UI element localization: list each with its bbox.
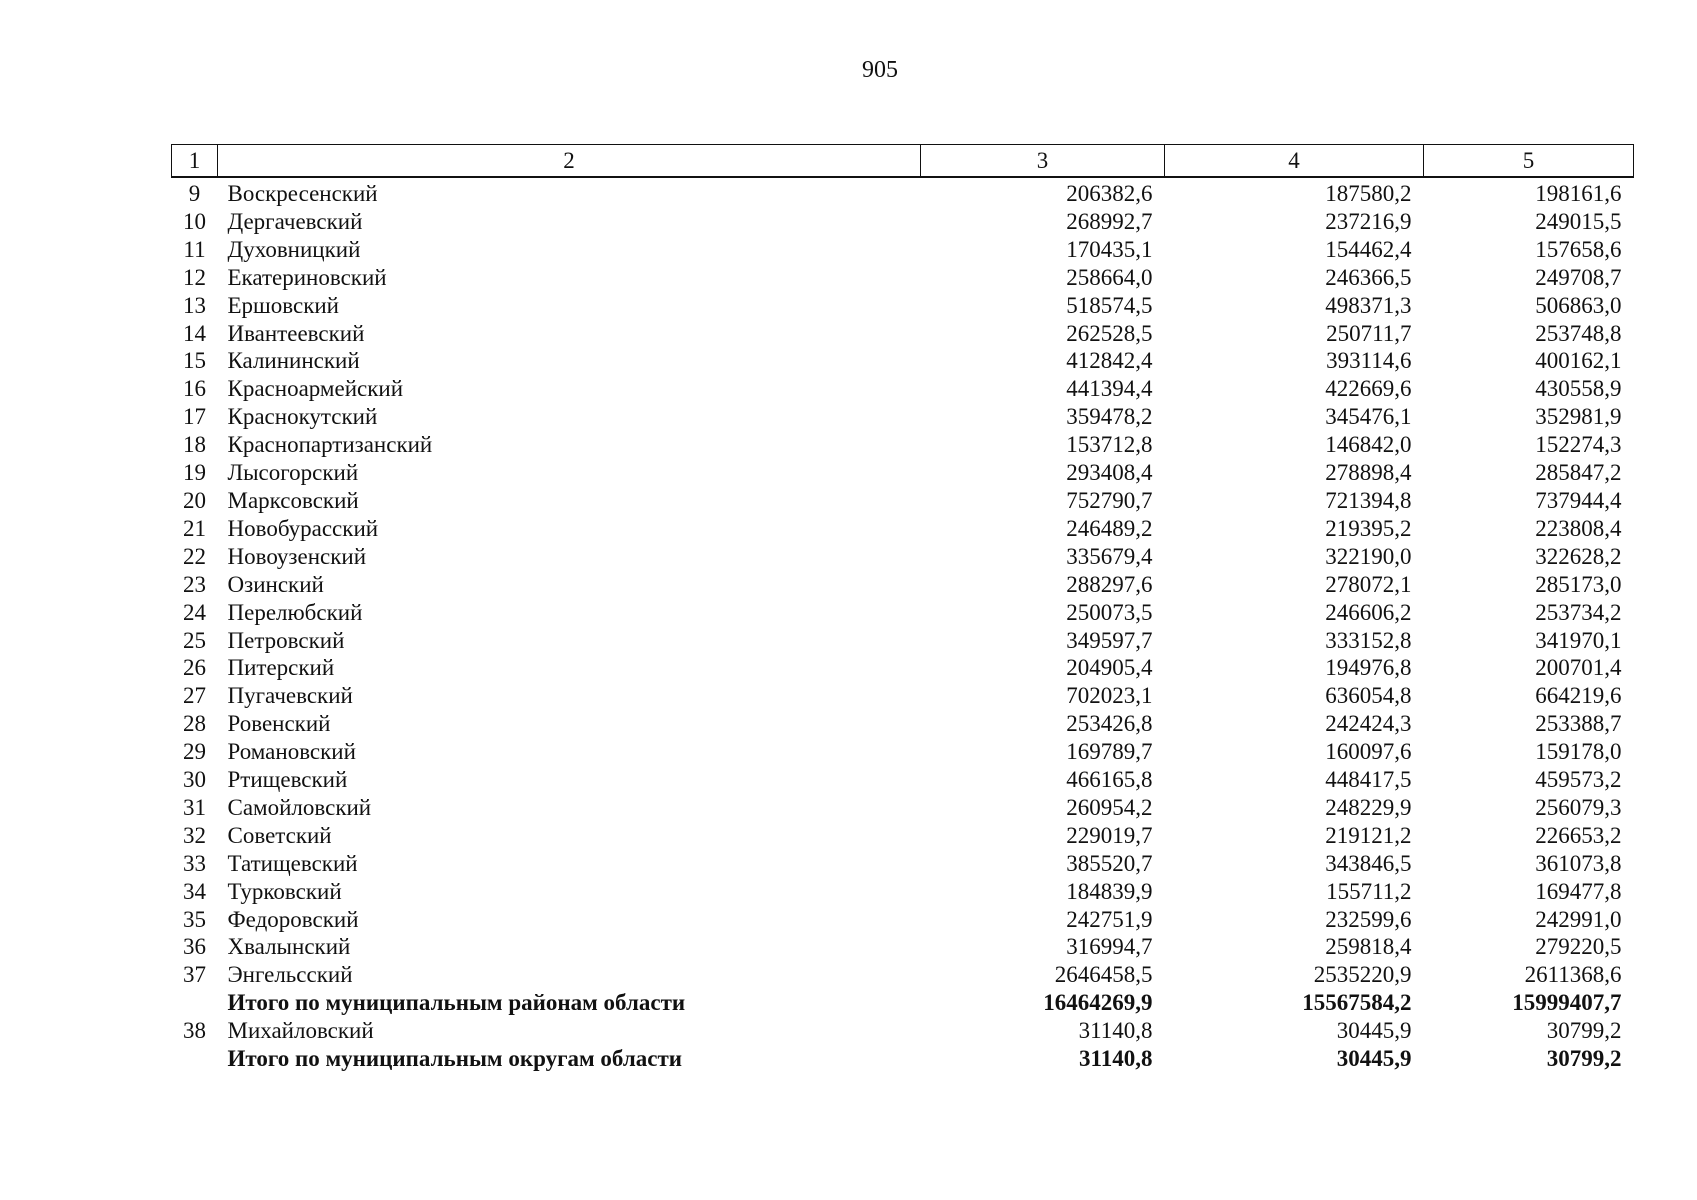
value-col-3: 441394,4 (1066, 376, 1153, 402)
value-col-5: 322628,2 (1535, 543, 1622, 569)
value-col-3: 169789,7 (1066, 739, 1153, 765)
value-col-5: 253748,8 (1535, 320, 1622, 346)
total-row (172, 989, 1634, 1017)
value-col-5: 30799,2 (1546, 1046, 1622, 1072)
table-row (172, 236, 1634, 264)
table-row (172, 431, 1634, 459)
district-name: Новоузенский (227, 543, 367, 569)
value-col-5: 198161,6 (1535, 181, 1622, 206)
row-number: 13 (183, 292, 206, 318)
row-number: 27 (183, 683, 206, 709)
row-number: 12 (183, 264, 206, 290)
district-name: Итого по муниципальным районам области (227, 990, 686, 1016)
value-col-3: 246489,2 (1066, 515, 1153, 541)
value-col-3: 31140,8 (1078, 1018, 1153, 1044)
table-row (172, 599, 1634, 627)
district-name: Самойловский (227, 794, 372, 820)
table-row (172, 933, 1634, 961)
value-col-3: 518574,5 (1066, 292, 1153, 318)
value-col-5: 2611368,6 (1524, 962, 1622, 988)
value-col-3: 293408,4 (1066, 460, 1153, 486)
district-name: Озинский (227, 571, 324, 597)
row-number: 22 (183, 543, 206, 569)
value-col-4: 250711,7 (1326, 320, 1412, 346)
value-col-3: 268992,7 (1066, 208, 1153, 234)
header-col-2: 2 (218, 145, 921, 178)
district-name: Романовский (227, 739, 356, 765)
row-number: 31 (183, 794, 206, 820)
value-col-5: 506863,0 (1535, 292, 1622, 318)
value-col-5: 157658,6 (1535, 236, 1622, 262)
value-col-4: 498371,3 (1325, 292, 1412, 318)
row-number: 20 (183, 487, 206, 513)
value-col-4: 2535220,9 (1313, 962, 1412, 988)
district-name: Дергачевский (227, 208, 363, 234)
header-col-5: 5 (1424, 145, 1634, 178)
table-row (172, 375, 1634, 403)
value-col-5: 361073,8 (1535, 850, 1622, 876)
value-col-3: 335679,4 (1066, 543, 1153, 569)
district-name: Ровенский (227, 711, 331, 737)
value-col-5: 279220,5 (1535, 934, 1622, 960)
table-row (172, 1017, 1634, 1045)
value-col-5: 30799,2 (1546, 1018, 1622, 1044)
value-col-3: 262528,5 (1066, 320, 1153, 346)
value-col-5: 400162,1 (1535, 348, 1622, 374)
row-number: 29 (183, 739, 206, 765)
table-row (172, 710, 1634, 738)
district-name: Турковский (227, 878, 342, 904)
value-col-4: 259818,4 (1325, 934, 1412, 960)
value-col-4: 333152,8 (1325, 627, 1412, 653)
value-col-3: 260954,2 (1066, 794, 1153, 820)
row-number: 19 (183, 460, 206, 486)
table-row (172, 571, 1634, 599)
row-number: 21 (183, 515, 206, 541)
value-col-3: 412842,4 (1066, 348, 1153, 374)
header-col-1: 1 (172, 145, 218, 178)
district-name: Пугачевский (227, 683, 353, 709)
value-col-4: 15567584,2 (1302, 990, 1412, 1016)
district-name: Духовницкий (227, 236, 361, 262)
row-number: 35 (183, 906, 206, 932)
table-row (172, 878, 1634, 906)
table-row (172, 822, 1634, 850)
value-col-3: 288297,6 (1066, 571, 1153, 597)
table-row (172, 738, 1634, 766)
value-col-3: 31140,8 (1079, 1046, 1153, 1072)
row-number (172, 1045, 218, 1073)
budget-table (171, 144, 1634, 1073)
value-col-5: 664219,6 (1535, 683, 1622, 709)
row-number: 11 (183, 236, 206, 262)
value-col-3: 153712,8 (1066, 432, 1153, 458)
table-row (172, 654, 1634, 682)
row-number: 32 (183, 822, 206, 848)
page-number: 905 (862, 57, 898, 83)
value-col-5: 226653,2 (1535, 822, 1622, 848)
value-col-3: 242751,9 (1066, 906, 1153, 932)
row-number: 38 (183, 1018, 206, 1044)
value-col-3: 229019,7 (1066, 822, 1153, 848)
value-col-4: 154462,4 (1325, 236, 1412, 262)
row-number: 24 (183, 599, 206, 625)
value-col-3: 385520,7 (1066, 850, 1153, 876)
table-body (172, 177, 1634, 1073)
row-number: 26 (183, 655, 206, 681)
table-row (172, 264, 1634, 292)
value-col-4: 194976,8 (1325, 655, 1412, 681)
table-row (172, 459, 1634, 487)
value-col-3: 316994,7 (1066, 934, 1153, 960)
row-number: 36 (183, 934, 206, 960)
row-number: 14 (183, 320, 206, 346)
row-number: 15 (183, 348, 206, 374)
district-name: Советский (227, 822, 332, 848)
value-col-4: 345476,1 (1325, 404, 1412, 430)
value-col-4: 237216,9 (1325, 208, 1412, 234)
value-col-5: 223808,4 (1535, 515, 1622, 541)
value-col-3: 170435,1 (1066, 236, 1153, 262)
table-row (172, 906, 1634, 934)
value-col-4: 278898,4 (1325, 460, 1412, 486)
value-col-4: 721394,8 (1325, 487, 1412, 513)
row-number: 28 (183, 711, 206, 737)
row-number: 33 (183, 850, 206, 876)
district-name: Ершовский (227, 292, 339, 318)
value-col-4: 219395,2 (1325, 515, 1412, 541)
value-col-3: 258664,0 (1066, 264, 1153, 290)
value-col-5: 200701,4 (1535, 655, 1622, 681)
district-name: Ртищевский (227, 767, 348, 793)
table-row (172, 487, 1634, 515)
value-col-5: 352981,9 (1535, 404, 1622, 430)
district-name: Михайловский (227, 1018, 374, 1044)
row-number (172, 989, 218, 1017)
value-col-3: 206382,6 (1066, 181, 1153, 206)
value-col-4: 448417,5 (1325, 767, 1412, 793)
row-number: 34 (183, 878, 206, 904)
row-number: 25 (183, 627, 206, 653)
table-row (172, 403, 1634, 431)
row-number: 30 (183, 767, 206, 793)
value-col-3: 359478,2 (1066, 404, 1153, 430)
value-col-4: 30445,9 (1336, 1018, 1412, 1044)
district-name: Краснокутский (227, 404, 378, 430)
row-number: 18 (183, 432, 206, 458)
row-number: 10 (183, 208, 206, 234)
total-row (172, 1045, 1634, 1073)
header-col-4: 4 (1165, 145, 1424, 178)
table-row (172, 515, 1634, 543)
value-col-4: 30445,9 (1336, 1046, 1412, 1072)
value-col-3: 253426,8 (1066, 711, 1153, 737)
value-col-4: 322190,0 (1325, 543, 1412, 569)
value-col-5: 253734,2 (1535, 599, 1622, 625)
district-name: Красноармейский (227, 376, 403, 402)
district-name: Татищевский (227, 850, 358, 876)
value-col-4: 248229,9 (1325, 794, 1412, 820)
value-col-5: 256079,3 (1535, 794, 1622, 820)
value-col-3: 349597,7 (1066, 627, 1153, 653)
value-col-5: 249708,7 (1535, 264, 1622, 290)
district-name: Хвалынский (227, 934, 351, 960)
value-col-4: 343846,5 (1325, 850, 1412, 876)
row-number: 9 (188, 181, 201, 206)
value-col-5: 459573,2 (1535, 767, 1622, 793)
value-col-4: 278072,1 (1325, 571, 1412, 597)
district-name: Калининский (227, 348, 360, 374)
table-row (172, 961, 1634, 989)
value-col-5: 253388,7 (1535, 711, 1622, 737)
value-col-5: 341970,1 (1535, 627, 1622, 653)
row-number: 23 (183, 571, 206, 597)
table-row (172, 794, 1634, 822)
table-row (172, 543, 1634, 571)
row-number: 17 (183, 404, 206, 430)
district-name: Лысогорский (227, 460, 359, 486)
value-col-4: 246366,5 (1325, 264, 1412, 290)
table-row (172, 208, 1634, 236)
district-name: Екатериновский (227, 264, 387, 290)
table-row (172, 766, 1634, 794)
district-name: Новобурасский (227, 515, 379, 541)
table-header (172, 145, 1634, 178)
value-col-4: 393114,6 (1326, 348, 1412, 374)
row-number: 16 (183, 376, 206, 402)
value-col-4: 636054,8 (1325, 683, 1412, 709)
table-row (172, 627, 1634, 655)
value-col-3: 2646458,5 (1054, 962, 1153, 988)
district-name: Краснопартизанский (227, 432, 433, 458)
row-number: 37 (183, 962, 206, 988)
value-col-3: 752790,7 (1066, 487, 1153, 513)
table-row (172, 850, 1634, 878)
value-col-4: 219121,2 (1325, 822, 1412, 848)
value-col-5: 285173,0 (1535, 571, 1622, 597)
value-col-4: 422669,6 (1325, 376, 1412, 402)
value-col-3: 184839,9 (1066, 878, 1153, 904)
value-col-4: 187580,2 (1325, 181, 1412, 206)
value-col-5: 737944,4 (1535, 487, 1622, 513)
value-col-5: 285847,2 (1535, 460, 1622, 486)
value-col-5: 169477,8 (1535, 878, 1622, 904)
table-row (172, 292, 1634, 320)
table-row (172, 177, 1634, 208)
value-col-5: 15999407,7 (1512, 990, 1622, 1016)
value-col-4: 155711,2 (1326, 878, 1412, 904)
district-name: Энгельсский (227, 962, 353, 988)
value-col-4: 232599,6 (1325, 906, 1412, 932)
value-col-3: 250073,5 (1066, 599, 1153, 625)
value-col-4: 160097,6 (1325, 739, 1412, 765)
table-row (172, 320, 1634, 348)
value-col-4: 242424,3 (1325, 711, 1412, 737)
district-name: Петровский (227, 627, 345, 653)
value-col-3: 204905,4 (1066, 655, 1153, 681)
value-col-3: 702023,1 (1066, 683, 1153, 709)
district-name: Перелюбский (227, 599, 363, 625)
value-col-5: 249015,5 (1535, 208, 1622, 234)
header-col-3: 3 (921, 145, 1165, 178)
table-row (172, 347, 1634, 375)
value-col-5: 430558,9 (1535, 376, 1622, 402)
value-col-5: 159178,0 (1535, 739, 1622, 765)
district-name: Итого по муниципальным округам области (227, 1046, 683, 1072)
table-row (172, 682, 1634, 710)
value-col-5: 242991,0 (1535, 906, 1622, 932)
value-col-4: 146842,0 (1325, 432, 1412, 458)
district-name: Ивантеевский (227, 320, 365, 346)
value-col-4: 246606,2 (1325, 599, 1412, 625)
district-name: Марксовский (227, 487, 359, 513)
value-col-3: 16464269,9 (1043, 990, 1153, 1016)
value-col-5: 152274,3 (1535, 432, 1622, 458)
district-name: Федоровский (227, 906, 359, 932)
header-row (172, 145, 1634, 178)
district-name: Воскресенский (227, 181, 378, 206)
district-name: Питерский (227, 655, 335, 681)
value-col-3: 466165,8 (1066, 767, 1153, 793)
